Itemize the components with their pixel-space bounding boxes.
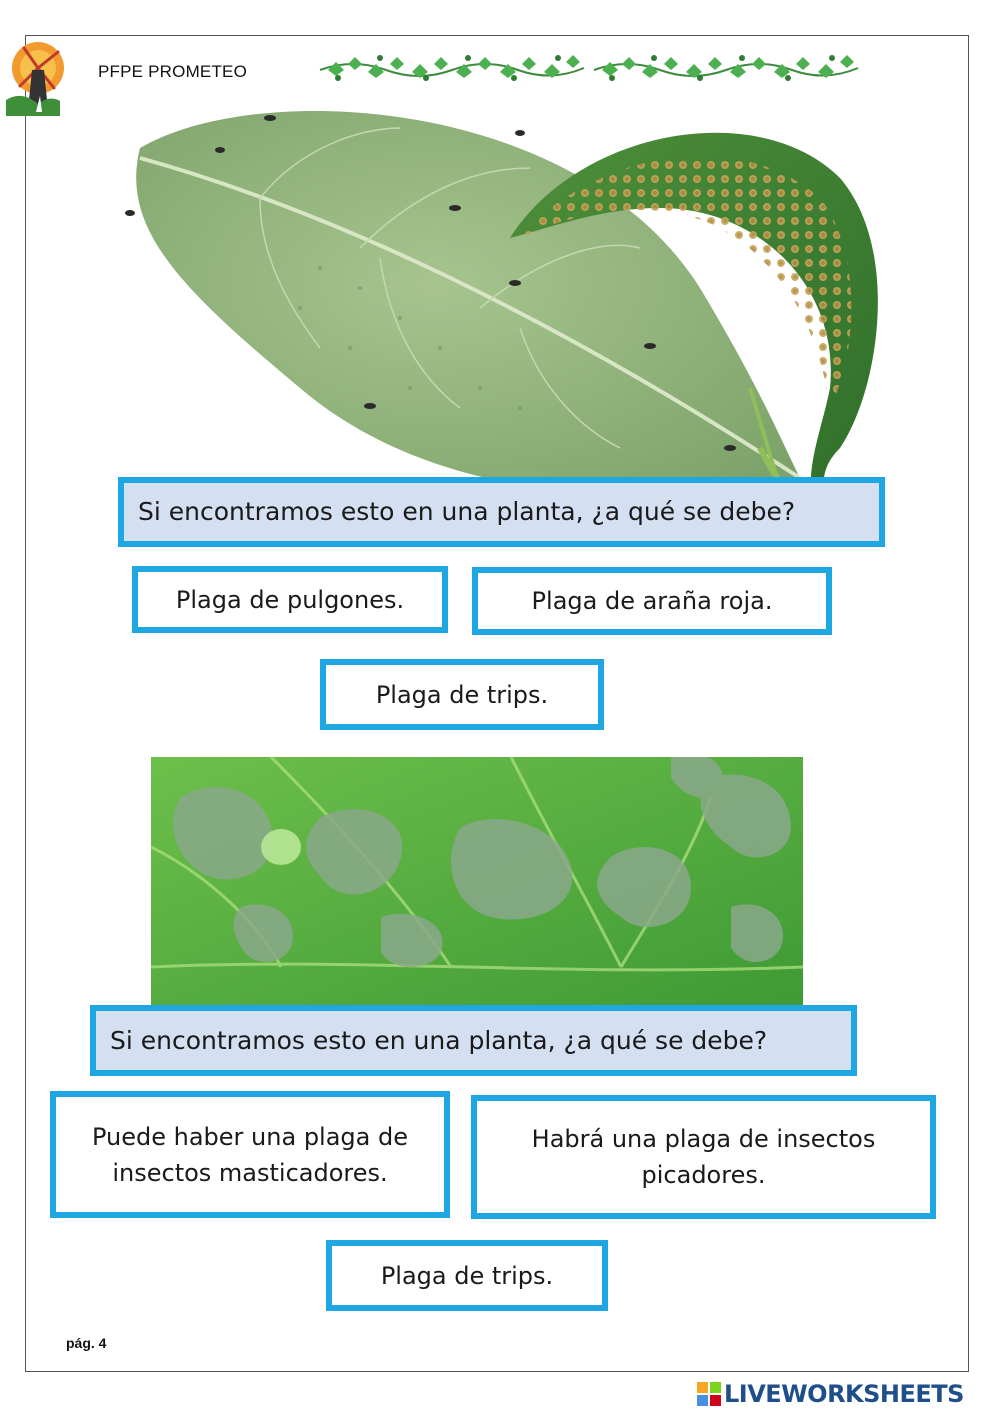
answer-option-arana-roja[interactable]: Plaga de araña roja. — [472, 567, 832, 635]
answer-option-picadores[interactable]: Habrá una plaga de insectos picadores. — [471, 1095, 936, 1219]
answer-option-pulgones[interactable]: Plaga de pulgones. — [132, 566, 448, 633]
page-number: pág. 4 — [66, 1335, 107, 1351]
page-header-title: PFPE PROMETEO — [98, 62, 248, 81]
leaf-with-chewed-holes-photo — [151, 757, 803, 1005]
liveworksheets-icon — [697, 1382, 721, 1406]
question-box: Si encontramos esto en una planta, ¿a qué se debe? — [118, 477, 885, 547]
windmill-sun-logo-icon — [2, 38, 66, 118]
brand-name: LIVEWORKSHEETS — [724, 1380, 964, 1408]
answer-option-masticadores[interactable]: Puede haber una plaga de insectos masticadores. — [50, 1091, 450, 1218]
answer-option-trips[interactable]: Plaga de trips. — [326, 1240, 608, 1311]
ivy-vine-icon — [318, 50, 586, 86]
ivy-vine-icon — [592, 50, 860, 86]
answer-option-trips[interactable]: Plaga de trips. — [320, 659, 604, 730]
question-box: Si encontramos esto en una planta, ¿a qué se debe? — [90, 1005, 857, 1076]
liveworksheets-brand[interactable] — [697, 1379, 964, 1409]
